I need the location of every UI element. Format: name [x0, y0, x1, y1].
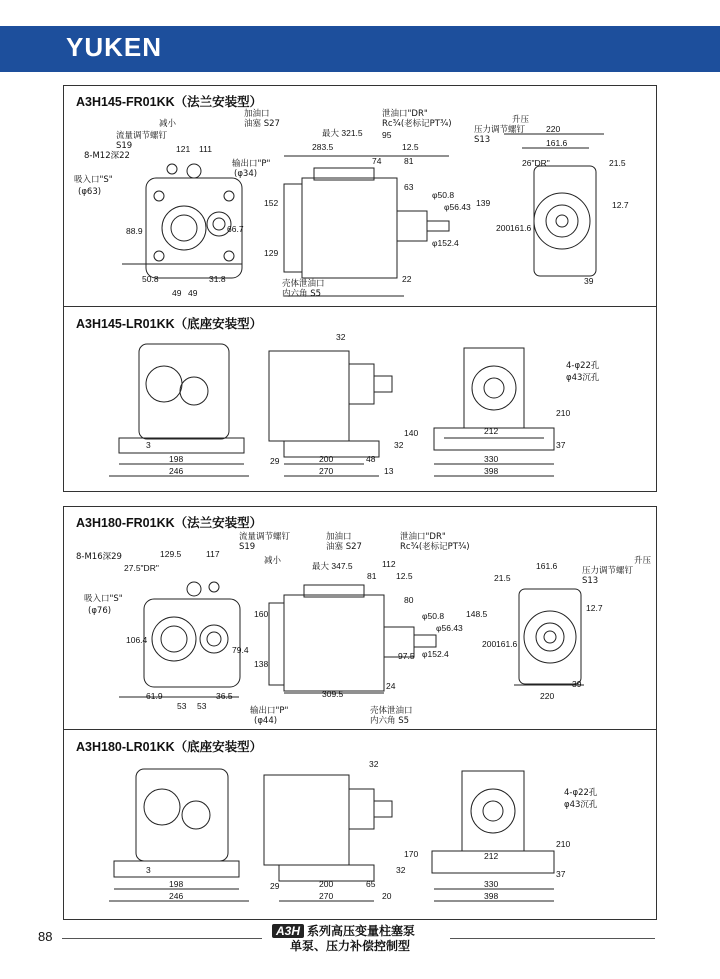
- dim: 39: [572, 679, 582, 689]
- dim: 81: [404, 156, 414, 166]
- dim: 79.4: [232, 645, 249, 655]
- dim: 48: [366, 454, 376, 464]
- page-number: 88: [38, 929, 53, 944]
- dim: 270: [319, 466, 334, 476]
- dim: 398: [484, 891, 499, 901]
- dim: 161.6: [510, 223, 532, 233]
- sec2-cb: φ43沉孔: [566, 373, 600, 383]
- dim: 200: [482, 639, 497, 649]
- sec1-max: 最大 321.5: [322, 128, 363, 138]
- panel-a3h145: [63, 85, 657, 492]
- sec3-title: A3H180-FR01KK（法兰安装型）: [76, 516, 263, 530]
- footer-rule-left: [62, 938, 262, 939]
- sec3-decrease: 减小: [264, 556, 282, 566]
- sec1-hex: 内六角 S5: [282, 289, 322, 299]
- sec1-inlet: 吸入口"S": [74, 175, 113, 185]
- sec3-drain: 泄油口"DR": [400, 532, 446, 542]
- sec4-title: A3H180-LR01KK（底座安装型）: [76, 740, 263, 754]
- panel2-drawing: [64, 507, 656, 919]
- dim: 200: [319, 454, 334, 464]
- sec1-s19: S19: [116, 141, 133, 151]
- sec3-rear-view: [514, 589, 584, 685]
- dim: 198: [169, 879, 184, 889]
- dim: φ50.8: [432, 190, 455, 200]
- dim: 212: [484, 426, 499, 436]
- dim: 97.5: [398, 651, 415, 661]
- sec3-increase: 升压: [634, 556, 652, 566]
- dim: 121: [176, 144, 191, 154]
- dim: 398: [484, 466, 499, 476]
- sec1-fill: 加油口: [244, 109, 270, 119]
- dim: φ50.8: [422, 611, 445, 621]
- sec2-title: A3H145-LR01KK（底座安装型）: [76, 317, 263, 331]
- sec3-case-drain: 壳体泄油口: [370, 706, 413, 716]
- dim: 29: [270, 881, 280, 891]
- dim: 80: [404, 595, 414, 605]
- dim: 246: [169, 466, 184, 476]
- dim: φ152.4: [422, 649, 449, 659]
- dim: 210: [556, 839, 571, 849]
- dim: 53: [197, 701, 207, 711]
- brand-logo: YUKEN: [66, 32, 163, 62]
- sec3-outlet-d: (φ44): [254, 716, 278, 726]
- dim: 95: [382, 130, 392, 140]
- dim: 20: [382, 891, 392, 901]
- dim: 32: [369, 759, 379, 769]
- sec3-inlet: 吸入口"S": [84, 594, 123, 604]
- dim: 66.7: [227, 224, 244, 234]
- dim: φ56.43: [444, 202, 471, 212]
- dim: φ152.4: [432, 238, 459, 248]
- dim: 37: [556, 440, 566, 450]
- panel1-drawing: [64, 86, 656, 491]
- dim: 220: [540, 691, 555, 701]
- dim: 63: [404, 182, 414, 192]
- dim: 29: [270, 456, 280, 466]
- header-bar: [0, 26, 720, 72]
- dim: 270: [319, 891, 334, 901]
- sec3-flow-screw: 流量调节螺钉: [239, 532, 291, 542]
- series-subtitle: 单泵、压力补偿控制型: [290, 939, 411, 953]
- sec3-rc: Rc¾(老标记PT¾): [400, 542, 470, 552]
- dim: 161.6: [536, 561, 558, 571]
- dim: 152: [264, 198, 279, 208]
- dim: 170: [404, 849, 419, 859]
- sec1-s13: S13: [474, 135, 491, 145]
- dim: 139: [476, 198, 491, 208]
- dim: 246: [169, 891, 184, 901]
- sec4-holes: 4-φ22孔: [564, 788, 598, 798]
- sec1-case-drain: 壳体泄油口: [282, 279, 325, 289]
- dim: 112: [382, 559, 396, 569]
- sec3-fill: 加油口: [326, 532, 352, 542]
- dim: 81: [367, 571, 377, 581]
- sec3-press-screw: 压力调节螺钉: [582, 566, 634, 576]
- dim: 140: [404, 428, 419, 438]
- dim: 32: [336, 332, 346, 342]
- sec1-outlet-d: (φ34): [234, 169, 258, 179]
- dim: 330: [484, 879, 499, 889]
- dim: 148.5: [466, 609, 488, 619]
- dim: 32: [394, 440, 404, 450]
- dim: 160: [254, 609, 269, 619]
- dim: 39: [584, 276, 594, 286]
- sec1-outlet: 输出口"P": [232, 159, 271, 169]
- sec3-m16: 8-M16深29: [76, 552, 122, 562]
- sec3-max: 最大 347.5: [312, 561, 353, 571]
- dim: φ56.43: [436, 623, 463, 633]
- sec3-s19: S19: [239, 542, 256, 552]
- dim: 65: [366, 879, 376, 889]
- dim: 36.5: [216, 691, 233, 701]
- sec1-title: A3H145-FR01KK（法兰安装型）: [76, 95, 263, 109]
- sec1-flow-screw: 流量调节螺钉: [116, 131, 168, 141]
- dim: 3: [146, 440, 151, 450]
- dim: 24: [386, 681, 396, 691]
- dim: 129: [264, 248, 279, 258]
- sec1-rear-view: [504, 134, 604, 276]
- sec1-increase: 升压: [512, 115, 530, 125]
- dim: 161.6: [546, 138, 568, 148]
- dim: 212: [484, 851, 499, 861]
- sec4-cb: φ43沉孔: [564, 800, 598, 810]
- dim: 13: [384, 466, 394, 476]
- dim: 198: [169, 454, 184, 464]
- panel-a3h180: [63, 506, 657, 920]
- sec1-side-view: [284, 156, 449, 296]
- dim: 117: [206, 549, 220, 559]
- dim: 210: [556, 408, 571, 418]
- dim: 88.9: [126, 226, 143, 236]
- sec1-dr26: 26"DR": [522, 158, 550, 168]
- dim: 21.5: [494, 573, 511, 583]
- dim: 200: [496, 223, 511, 233]
- dim: 283.5: [312, 142, 334, 152]
- sec1-decrease: 减小: [159, 119, 177, 129]
- dim: 111: [199, 144, 212, 154]
- dim: 12.5: [402, 142, 419, 152]
- dim: 32: [396, 865, 406, 875]
- series-badge: A3H: [272, 924, 304, 938]
- sec1-plug: 油塞 S27: [244, 119, 280, 129]
- dim: 200: [319, 879, 334, 889]
- sec3-s13: S13: [582, 576, 599, 586]
- sec1-m12: 8-M12深22: [84, 151, 130, 161]
- dim: 12.7: [586, 603, 603, 613]
- sec3-hex: 内六角 S5: [370, 716, 410, 726]
- dim: 21.5: [609, 158, 626, 168]
- dim: 50.8: [142, 274, 159, 284]
- dim: 129.5: [160, 549, 182, 559]
- dim: 31.8: [209, 274, 226, 284]
- sec3-dr275: 27.5"DR": [124, 563, 159, 573]
- dim: 49: [188, 288, 198, 298]
- dim: 161.6: [496, 639, 518, 649]
- dim: 330: [484, 454, 499, 464]
- sec1-press-screw: 压力调节螺钉: [474, 125, 526, 135]
- sec1-inlet-d: (φ63): [78, 187, 102, 197]
- dim: 138: [254, 659, 269, 669]
- footer-rule-right: [450, 938, 655, 939]
- sec2-holes: 4-φ22孔: [566, 361, 600, 371]
- dim: 12.5: [396, 571, 413, 581]
- dim: 49: [172, 288, 182, 298]
- dim: 106.4: [126, 635, 148, 645]
- dim: 37: [556, 869, 566, 879]
- dim: 53: [177, 701, 187, 711]
- sec1-rc: Rc¾(老标记PT¾): [382, 119, 452, 129]
- series-title: 系列高压变量柱塞泵: [307, 924, 416, 938]
- dim: 12.7: [612, 200, 629, 210]
- sec3-plug: 油塞 S27: [326, 542, 362, 552]
- dim: 22: [402, 274, 412, 284]
- sec1-drain: 泄油口"DR": [382, 109, 428, 119]
- sec1-front-view: [122, 164, 242, 278]
- dim: 220: [546, 124, 561, 134]
- dim: 74: [372, 156, 382, 166]
- dim: 309.5: [322, 689, 344, 699]
- sec3-inlet-d: (φ76): [88, 606, 112, 616]
- sec3-outlet: 输出口"P": [250, 706, 289, 716]
- dim: 3: [146, 865, 151, 875]
- dim: 61.9: [146, 691, 163, 701]
